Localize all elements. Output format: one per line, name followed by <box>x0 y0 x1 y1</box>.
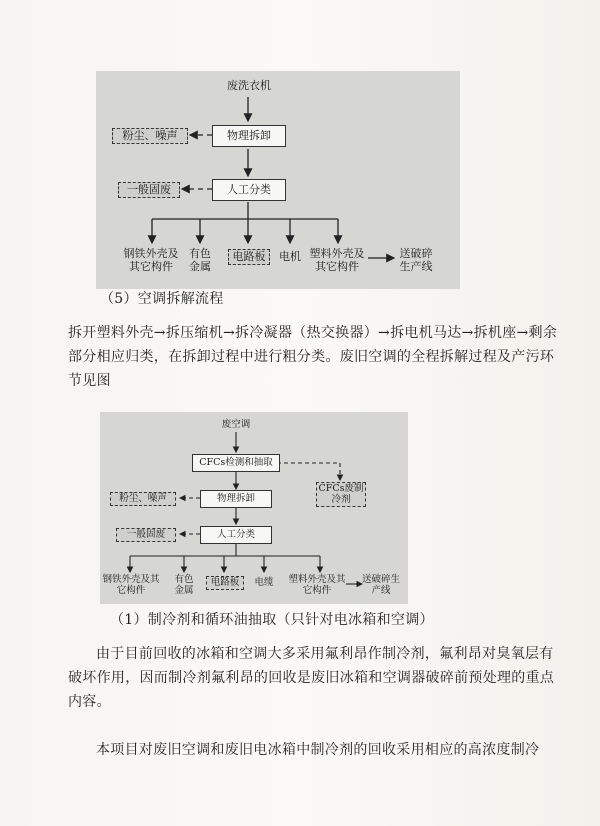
node-steel-shell: 钢铁外壳及其它构件 <box>123 247 179 273</box>
node-source: 废空调 <box>221 419 251 430</box>
section-1-caption: （1）制冷剂和循环油抽取（只针对电冰箱和空调） <box>110 612 434 628</box>
washing-machine-flowchart <box>96 71 460 289</box>
node-cable: 电缆 <box>254 577 274 588</box>
node-cfc-waste-refrigerant: CFCs废制冷剂 <box>316 482 366 507</box>
node-circuit-board: 电路板 <box>206 576 244 590</box>
node-manual-sort: 人工分类 <box>200 526 272 544</box>
node-manual-sort: 人工分类 <box>212 179 286 201</box>
node-nonferrous-metal: 有色金属 <box>174 574 194 596</box>
node-to-crusher: 送破碎生产线 <box>362 574 401 596</box>
node-cfc-detect-extract: CFCs检测和抽取 <box>192 454 280 472</box>
node-source: 废洗衣机 <box>227 79 271 92</box>
node-circuit-board: 电路板 <box>228 249 270 265</box>
node-general-waste: 一般固废 <box>116 528 176 542</box>
node-plastic-shell: 塑料外壳及其它构件 <box>288 574 346 596</box>
paragraph-ac-dismantle: 拆开塑料外壳→拆压缩机→拆冷凝器（热交换器）→拆电机马达→拆机座→剩余部分相应归类，在拆卸过程中进行粗分类。废旧空调的全程拆解过程及产污环节见图 <box>68 325 558 389</box>
node-dust-noise: 粉尘、噪声 <box>110 492 176 506</box>
air-conditioner-flowchart <box>100 412 408 604</box>
node-steel-shell: 钢铁外壳及其它构件 <box>102 574 160 596</box>
node-general-waste: 一般固废 <box>118 182 180 198</box>
node-motor: 电机 <box>279 250 301 263</box>
node-physical-dismantle: 物理拆卸 <box>212 125 286 147</box>
node-dust-noise: 粉尘、噪声 <box>112 128 188 144</box>
node-physical-dismantle: 物理拆卸 <box>200 490 272 508</box>
paragraph-project: 本项目对废旧空调和废旧电冰箱中制冷剂的回收采用相应的高浓度制冷 <box>96 742 540 758</box>
section-5-caption: （5）空调拆解流程 <box>100 291 224 307</box>
node-to-crusher: 送破碎生产线 <box>399 247 433 273</box>
paragraph-refrigerant: 由于目前回收的冰箱和空调大多采用氟利昂作制冷剂，氟利昂对臭氧层有破坏作用，因而制冷剂氟利昂的回收是废旧冰箱和空调器破碎前预处理的重点内容。 <box>68 646 555 710</box>
node-plastic-shell: 塑料外壳及其它构件 <box>309 247 365 273</box>
node-nonferrous-metal: 有色金属 <box>189 247 211 273</box>
